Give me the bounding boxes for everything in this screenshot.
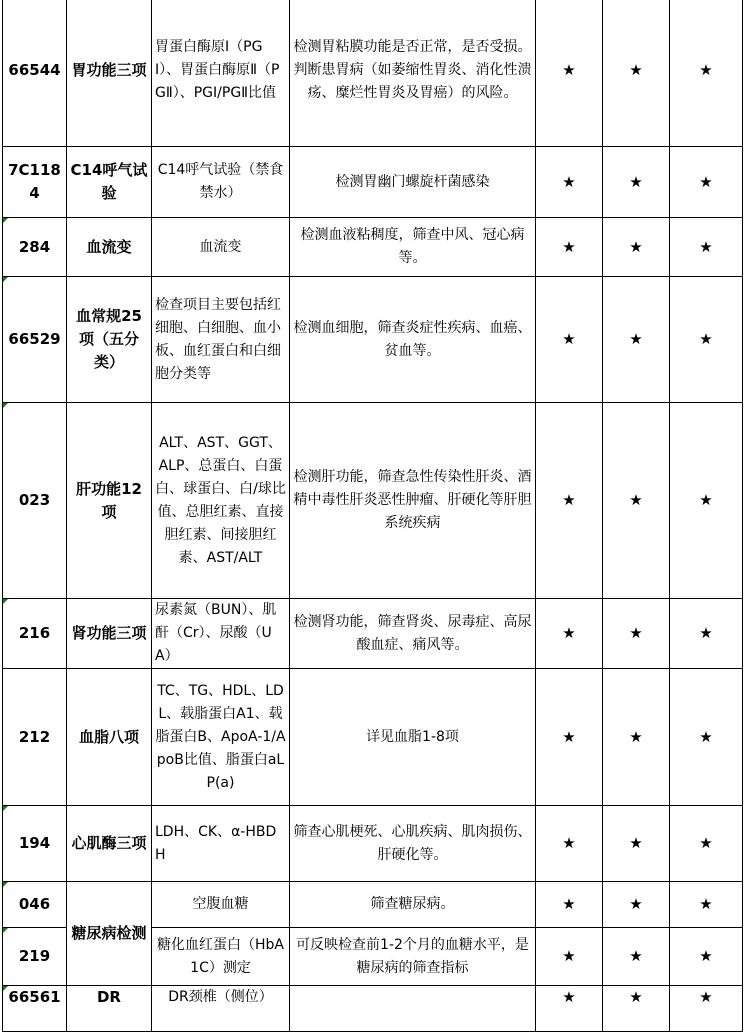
checkup-table bbox=[2, 0, 743, 1032]
package-mark: ★ bbox=[670, 669, 743, 806]
package-mark: ★ bbox=[536, 0, 603, 147]
item-contents: 血流变 bbox=[152, 218, 290, 277]
package-mark: ★ bbox=[603, 986, 670, 1032]
package-mark: ★ bbox=[670, 599, 743, 669]
package-mark: ★ bbox=[536, 277, 603, 403]
package-mark: ★ bbox=[603, 928, 670, 986]
item-name: 糖尿病检测 bbox=[67, 882, 152, 986]
item-code: 219 bbox=[3, 928, 67, 986]
package-mark: ★ bbox=[536, 599, 603, 669]
item-contents: 胃蛋白酶原Ⅰ（PGⅠ）、胃蛋白酶原Ⅱ（PGⅡ）、PGⅠ/PGⅡ比值 bbox=[152, 0, 290, 147]
item-name: DR bbox=[67, 986, 152, 1032]
package-mark: ★ bbox=[603, 882, 670, 928]
package-mark: ★ bbox=[603, 147, 670, 218]
table-row bbox=[3, 882, 743, 928]
item-code: 66544 bbox=[3, 0, 67, 147]
item-contents: DR颈椎（侧位） bbox=[152, 986, 290, 1032]
item-contents: 糖化血红蛋白（HbA1C）测定 bbox=[152, 928, 290, 986]
package-mark: ★ bbox=[670, 882, 743, 928]
item-description: 检测血液粘稠度，筛查中风、冠心病等。 bbox=[290, 218, 536, 277]
item-contents: 尿素氮（BUN）、肌酐（Cr）、尿酸（UA） bbox=[152, 599, 290, 669]
item-description: 筛查糖尿病。 bbox=[290, 882, 536, 928]
table-row bbox=[3, 218, 743, 277]
item-code: 7C1184 bbox=[3, 147, 67, 218]
item-description: 检测肾功能，筛查肾炎、尿毒症、高尿酸血症、痛风等。 bbox=[290, 599, 536, 669]
table-row bbox=[3, 806, 743, 882]
table-row bbox=[3, 277, 743, 403]
package-mark: ★ bbox=[603, 599, 670, 669]
item-contents: ALT、AST、GGT、ALP、总蛋白、白蛋白、球蛋白、白/球比值、总胆红素、直接胆红素、间接胆红素、AST/ALT bbox=[152, 403, 290, 599]
item-name: 肝功能12项 bbox=[67, 403, 152, 599]
item-name: 肾功能三项 bbox=[67, 599, 152, 669]
item-code: 023 bbox=[3, 403, 67, 599]
package-mark: ★ bbox=[603, 277, 670, 403]
item-description: 检测血细胞，筛查炎症性疾病、血癌、贫血等。 bbox=[290, 277, 536, 403]
item-contents: TC、TG、HDL、LDL、载脂蛋白A1、载脂蛋白B、ApoA-1/ApoB比值、脂蛋白aLP(a) bbox=[152, 669, 290, 806]
item-name: 血常规25项（五分类） bbox=[67, 277, 152, 403]
item-name: 血脂八项 bbox=[67, 669, 152, 806]
item-code: 284 bbox=[3, 218, 67, 277]
package-mark: ★ bbox=[603, 218, 670, 277]
item-description bbox=[290, 986, 536, 1032]
package-mark: ★ bbox=[670, 0, 743, 147]
table-row bbox=[3, 147, 743, 218]
item-name: 血流变 bbox=[67, 218, 152, 277]
item-code: 216 bbox=[3, 599, 67, 669]
item-code: 66529 bbox=[3, 277, 67, 403]
item-contents: 空腹血糖 bbox=[152, 882, 290, 928]
item-name: C14呼气试验 bbox=[67, 147, 152, 218]
package-mark: ★ bbox=[670, 277, 743, 403]
package-mark: ★ bbox=[536, 986, 603, 1032]
table-row bbox=[3, 986, 743, 1032]
package-mark: ★ bbox=[536, 669, 603, 806]
item-description: 检测胃幽门螺旋杆菌感染 bbox=[290, 147, 536, 218]
table-row bbox=[3, 0, 743, 147]
package-mark: ★ bbox=[536, 218, 603, 277]
item-name: 胃功能三项 bbox=[67, 0, 152, 147]
package-mark: ★ bbox=[536, 147, 603, 218]
package-mark: ★ bbox=[670, 147, 743, 218]
item-description: 筛查心肌梗死、心肌疾病、肌肉损伤、肝硬化等。 bbox=[290, 806, 536, 882]
table-row bbox=[3, 669, 743, 806]
item-code: 66561 bbox=[3, 986, 67, 1032]
item-description: 检测胃粘膜功能是否正常，是否受损。判断患胃病（如萎缩性胃炎、消化性溃疡、糜烂性胃炎及胃癌）的风险。 bbox=[290, 0, 536, 147]
package-mark: ★ bbox=[603, 669, 670, 806]
table-row bbox=[3, 403, 743, 599]
item-code: 212 bbox=[3, 669, 67, 806]
package-mark: ★ bbox=[670, 986, 743, 1032]
item-code: 194 bbox=[3, 806, 67, 882]
item-description: 可反映检查前1-2个月的血糖水平，是糖尿病的筛查指标 bbox=[290, 928, 536, 986]
package-mark: ★ bbox=[536, 806, 603, 882]
item-description: 详见血脂1-8项 bbox=[290, 669, 536, 806]
package-mark: ★ bbox=[603, 806, 670, 882]
item-contents: LDH、CK、α-HBDH bbox=[152, 806, 290, 882]
package-mark: ★ bbox=[670, 928, 743, 986]
package-mark: ★ bbox=[670, 403, 743, 599]
package-mark: ★ bbox=[670, 218, 743, 277]
package-mark: ★ bbox=[536, 928, 603, 986]
item-name: 心肌酶三项 bbox=[67, 806, 152, 882]
package-mark: ★ bbox=[603, 0, 670, 147]
item-code: 046 bbox=[3, 882, 67, 928]
package-mark: ★ bbox=[536, 403, 603, 599]
package-mark: ★ bbox=[670, 806, 743, 882]
package-mark: ★ bbox=[536, 882, 603, 928]
item-contents: C14呼气试验（禁食禁水） bbox=[152, 147, 290, 218]
item-contents: 检查项目主要包括红细胞、白细胞、血小板、血红蛋白和白细胞分类等 bbox=[152, 277, 290, 403]
table-row bbox=[3, 599, 743, 669]
item-description: 检测肝功能，筛查急性传染性肝炎、酒精中毒性肝炎恶性肿瘤、肝硬化等肝胆系统疾病 bbox=[290, 403, 536, 599]
package-mark: ★ bbox=[603, 403, 670, 599]
